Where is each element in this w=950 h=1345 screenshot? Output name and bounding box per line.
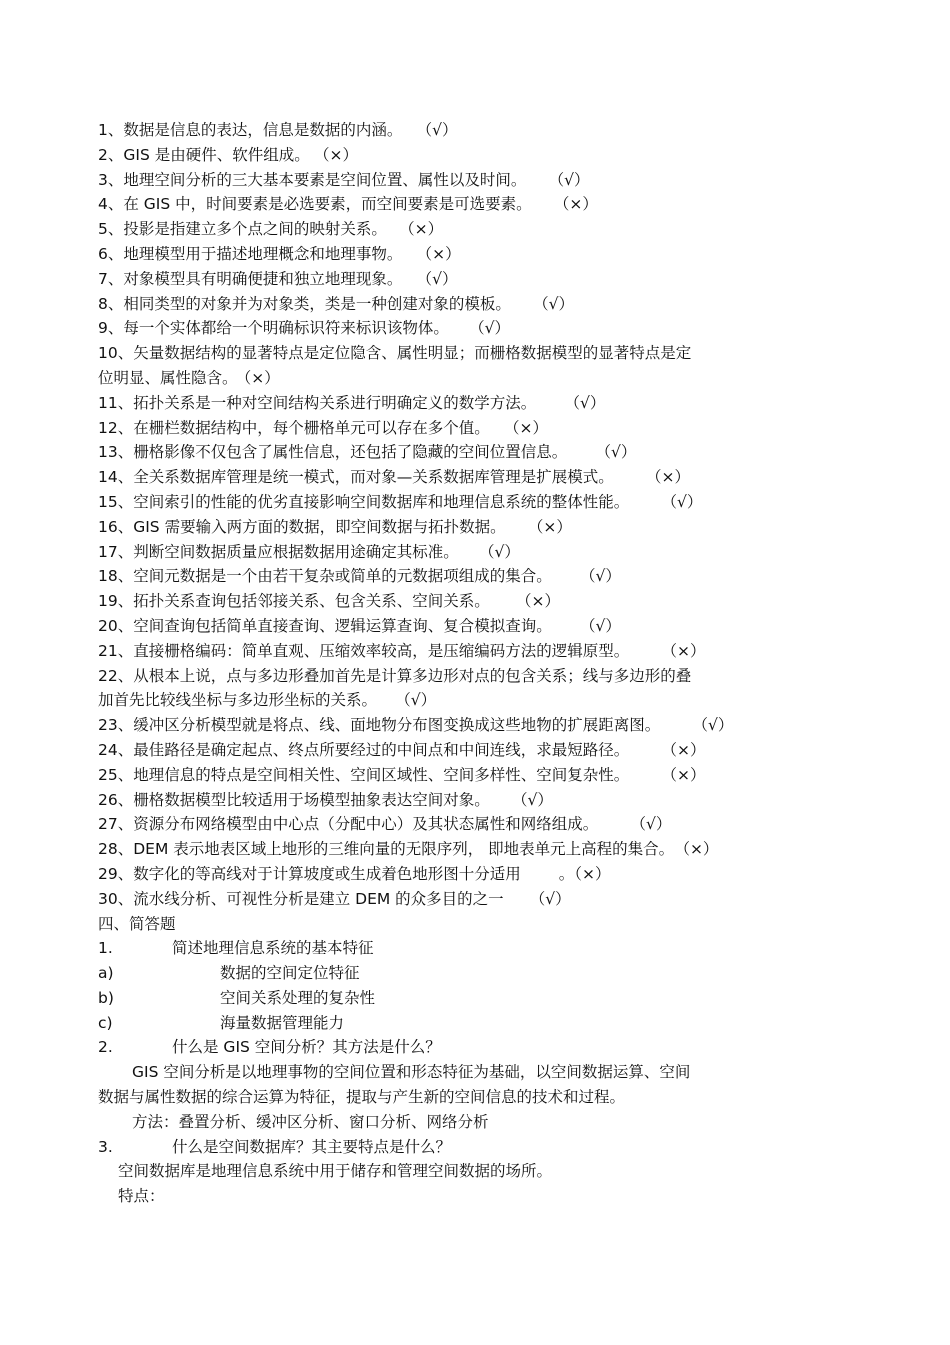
statement-10: 10、矢量数据结构的显著特点是定位隐含、属性明显；而栅格数据模型的显著特点是定 (98, 344, 692, 363)
statement-12: 12、在栅栏数据结构中，每个栅格单元可以存在多个值。 （×） (98, 418, 548, 437)
answer-mark: （×） (682, 840, 719, 859)
question-title: 什么是空间数据库？其主要特点是什么？ (172, 1137, 452, 1156)
answer-mark: （×） (406, 220, 444, 239)
answer-mark: （√） (556, 170, 590, 189)
answer-mark: （√） (638, 815, 672, 834)
answer-mark: （×） (424, 244, 461, 263)
question-title: 简述地理信息系统的基本特征 (172, 939, 374, 958)
statement-15: 15、空间索引的性能的优劣直接影响空间数据库和地理信息系统的整体性能。 （√） (98, 492, 703, 511)
statement-20: 20、空间查询包括简单直接查询、逻辑运算查询、复合模拟查询。 （√） (98, 616, 621, 635)
answer-mark: （×） (669, 740, 706, 759)
question-3 (98, 1135, 838, 1160)
answer-mark: （×） (653, 468, 690, 487)
answer-mark: （×） (243, 368, 280, 387)
statement-13: 13、栅格影像不仅包含了属性信息，还包括了隐藏的空间位置信息。 （√） (98, 443, 637, 462)
features-label: 特点： (118, 1187, 165, 1206)
statement-17: 17、判断空间数据质量应根据数据用途确定其标准。 （√） (98, 542, 520, 561)
methods-text: 方法：叠置分析、缓冲区分析、窗口分析、网络分析 (132, 1112, 489, 1131)
document-content (98, 118, 838, 1209)
statement-1: 1、数据是信息的表达，信息是数据的内涵。 （√） (98, 121, 458, 139)
statement-16: 16、GIS 需要输入两方面的数据，即空间数据与拓扑数据。 （×） (98, 517, 572, 536)
answer-mark: （√） (424, 269, 458, 288)
list-item: b) 空间关系处理的复杂性 (98, 986, 838, 1011)
answer-mark: （×） (535, 517, 572, 536)
item-label: c) (98, 1013, 113, 1032)
answer-mark: （×） (561, 195, 598, 214)
statement-14: 14、全关系数据库管理是统一模式，而对象—关系数据库管理是扩展模式。 （×） (98, 468, 690, 487)
answer-mark: （√） (540, 294, 575, 313)
answer-mark: 。（×） (558, 864, 611, 883)
answer-mark: （√） (669, 492, 703, 511)
item-label: a) (98, 964, 114, 983)
answer-mark: （√） (572, 393, 606, 412)
answer-mark: （√） (700, 716, 734, 735)
statement-4: 4、在 GIS 中，时间要素是必选要素，而空间要素是可选要素。 （×） (98, 195, 598, 214)
statement-26: 26、栅格数据模型比较适用于场模型抽象表达空间对象。 （√） (98, 790, 553, 809)
statement-28: 28、DEM 表示地表区域上地形的三维向量的无限序列， 即地表单元上高程的集合。 （×） (98, 840, 719, 859)
statement-9: 9、每一个实体都给一个明确标识符来标识该物体。 （√） (98, 319, 511, 338)
statement-24: 24、最佳路径是确定起点、终点所要经过的中间点和中间连线，求最短路径。 （×） (98, 740, 706, 759)
answer-mark: （√） (424, 121, 458, 139)
statement-2: 2、GIS 是由硬件、软件组成。 （×） (98, 145, 358, 164)
answer-mark: （√） (603, 443, 637, 462)
statement-6: 6、地理模型用于描述地理概念和地理事物。 （×） (98, 244, 461, 263)
question-2 (98, 1035, 838, 1060)
answer-mark: （√） (486, 542, 520, 561)
answer-mark: （×） (321, 145, 358, 164)
statement-25: 25、地理信息的特点是空间相关性、空间区域性、空间多样性、空间复杂性。 （×） (98, 765, 706, 784)
question-title: 什么是 GIS 空间分析？其方法是什么？ (172, 1038, 441, 1057)
answer-mark: （√） (587, 616, 621, 635)
answer-mark: （√） (587, 567, 621, 586)
answer-mark: （√） (529, 889, 571, 908)
statement-5: 5、投影是指建立多个点之间的映射关系。 （×） (98, 220, 444, 239)
question-number: 3. (98, 1137, 113, 1156)
statement-23: 23、缓冲区分析模型就是将点、线、面地物分布图变换成这些地物的扩展距离图。 （√） (98, 716, 734, 735)
statement-21: 21、直接栅格编码：简单直观、压缩效率较高，是压缩编码方法的逻辑原型。 （×） (98, 641, 706, 660)
statement-3: 3、地理空间分析的三大基本要素是空间位置、属性以及时间。 （√） (98, 170, 590, 189)
answer-mark: （×） (523, 592, 560, 611)
statement-19: 19、拓扑关系查询包括邻接关系、包含关系、空间关系。 （×） (98, 592, 560, 611)
question-number: 2. (98, 1038, 113, 1057)
statement-27: 27、资源分布网络模型由中心点（分配中心）及其状态属性和网络组成。 （√） (98, 815, 672, 834)
statement-11: 11、拓扑关系是一种对空间结构关系进行明确定义的数学方法。 （√） (98, 393, 606, 412)
question-number: 1. (98, 939, 113, 958)
list-item: a) 数据的空间定位特征 (98, 961, 838, 986)
answer-mark: （√） (403, 691, 437, 710)
statement-22-continued: 加首先比较线坐标与多边形坐标的关系。 （√） (98, 691, 437, 710)
statement-30: 30、流水线分析、可视性分析是建立 DEM 的众多目的之一 （√） (98, 889, 571, 908)
statement-29: 29、数字化的等高线对于计算坡度或生成着色地形图十分适用 。（×） (98, 864, 611, 883)
answer-mark: （×） (669, 641, 706, 660)
question-1 (98, 936, 838, 961)
answer-mark: （×） (669, 765, 706, 784)
item-label: b) (98, 988, 114, 1007)
answer-text: GIS 空间分析是以地理事物的空间位置和形态特征为基础，以空间数据运算、空间 (132, 1063, 691, 1082)
answer-mark: （√） (476, 319, 511, 338)
section-title: 四、简答题 (98, 914, 176, 933)
statement-8: 8、相同类型的对象并为对象类，类是一种创建对象的模板。 （√） (98, 294, 575, 313)
list-item: c) 海量数据管理能力 (98, 1011, 838, 1036)
statement-10-continued: 位明显、属性隐含。 （×） (98, 368, 280, 387)
statement-7: 7、对象模型具有明确便捷和独立地理现象。 （√） (98, 269, 458, 288)
answer-text: 数据与属性数据的综合运算为特征，提取与产生新的空间信息的技术和过程。 (98, 1088, 626, 1107)
answer-mark: （×） (511, 418, 548, 437)
statement-22: 22、从根本上说，点与多边形叠加首先是计算多边形对点的包含关系；线与多边形的叠 (98, 666, 692, 685)
answer-mark: （√） (519, 790, 553, 809)
statement-18: 18、空间元数据是一个由若干复杂或简单的元数据项组成的集合。 （√） (98, 567, 621, 586)
answer-text: 空间数据库是地理信息系统中用于储存和管理空间数据的场所。 (118, 1162, 553, 1181)
